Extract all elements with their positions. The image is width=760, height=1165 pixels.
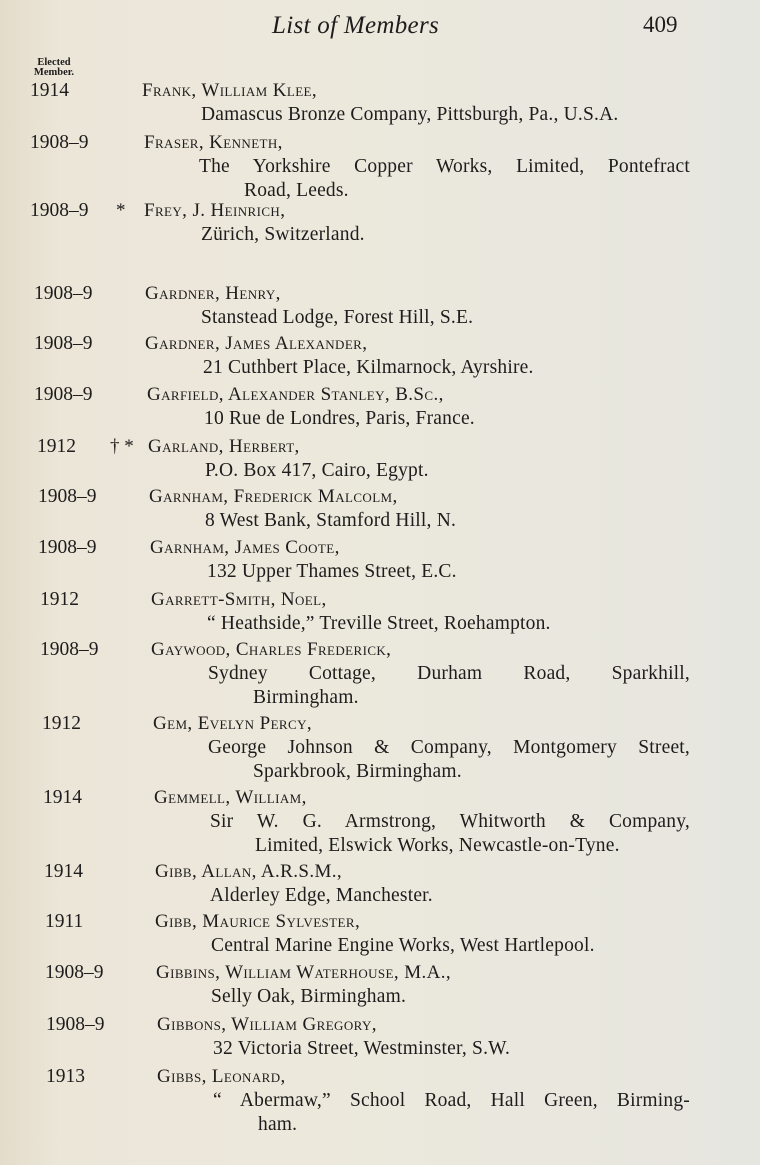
member-address-line: Damascus Bronze Company, Pittsburgh, Pa., U.S.A. — [201, 104, 619, 125]
member-address-line: Selly Oak, Birmingham. — [211, 986, 407, 1007]
member-address-line: ham. — [258, 1114, 298, 1135]
member-address-line: P.O. Box 417, Cairo, Egypt. — [205, 460, 429, 481]
member-address-line: “ Abermaw,” School Road, Hall Green, Birming- — [213, 1090, 690, 1111]
member-name: Gibbons, William Gregory, — [157, 1014, 377, 1035]
election-year: 1908–9 — [38, 486, 97, 507]
member-address-line: Sydney Cottage, Durham Road, Sparkhill, — [208, 663, 690, 684]
member-marks: † * — [110, 436, 134, 457]
member-name: Garland, Herbert, — [148, 436, 300, 457]
member-name: Garnham, James Coote, — [150, 537, 340, 558]
election-year: 1912 — [42, 713, 81, 734]
election-year: 1908–9 — [30, 200, 89, 221]
member-address-line: Zürich, Switzerland. — [201, 224, 365, 245]
page-header — [0, 8, 760, 48]
member-address-line: 8 West Bank, Stamford Hill, N. — [205, 510, 457, 531]
member-address-line: The Yorkshire Copper Works, Limited, Pontefract — [199, 156, 690, 177]
election-year: 1913 — [46, 1066, 85, 1087]
election-year: 1908–9 — [34, 283, 93, 304]
member-name: Gardner, James Alexander, — [145, 333, 368, 354]
member-name: Garrett-Smith, Noel, — [151, 589, 327, 610]
election-year: 1908–9 — [34, 384, 93, 405]
election-year: 1908–9 — [30, 132, 89, 153]
member-address-line: 10 Rue de Londres, Paris, France. — [204, 408, 475, 429]
election-year: 1908–9 — [34, 333, 93, 354]
election-year: 1911 — [45, 911, 84, 932]
member-name: Gibbins, William Waterhouse, M.A., — [156, 962, 452, 983]
member-address-line: George Johnson & Company, Montgomery Street, — [208, 737, 690, 758]
member-address-line: Stanstead Lodge, Forest Hill, S.E. — [201, 307, 474, 328]
member-name: Frank, William Klee, — [142, 80, 318, 101]
elected-member-column-label — [28, 58, 80, 78]
election-year: 1908–9 — [46, 1014, 105, 1035]
election-year: 1912 — [37, 436, 76, 457]
member-address-line: Road, Leeds. — [244, 180, 349, 201]
member-name: Frey, J. Heinrich, — [144, 200, 286, 221]
member-address-line: 21 Cuthbert Place, Kilmarnock, Ayrshire. — [203, 357, 534, 378]
column-label-line-1: Elected — [37, 57, 71, 68]
page-number: 409 — [643, 12, 678, 37]
election-year: 1914 — [44, 861, 83, 882]
member-address-line: Alderley Edge, Manchester. — [210, 885, 433, 906]
member-name: Gibb, Allan, A.R.S.M., — [155, 861, 343, 882]
member-marks: * — [116, 200, 126, 221]
member-name: Fraser, Kenneth, — [144, 132, 283, 153]
member-address-line: Sir W. G. Armstrong, Whitworth & Company, — [210, 811, 690, 832]
member-address-line: Limited, Elswick Works, Newcastle-on-Tyne. — [255, 835, 620, 856]
member-name: Gardner, Henry, — [145, 283, 281, 304]
election-year: 1908–9 — [38, 537, 97, 558]
member-address-line: Sparkbrook, Birmingham. — [253, 761, 462, 782]
election-year: 1912 — [40, 589, 79, 610]
member-address-line: Birmingham. — [253, 687, 359, 708]
member-name: Gemmell, William, — [154, 787, 307, 808]
member-name: Garnham, Frederick Malcolm, — [149, 486, 398, 507]
member-address-line: 32 Victoria Street, Westminster, S.W. — [213, 1038, 511, 1059]
member-address-line: “ Heathside,” Treville Street, Roehampton. — [207, 613, 551, 634]
election-year: 1914 — [43, 787, 82, 808]
member-name: Gem, Evelyn Percy, — [153, 713, 313, 734]
election-year: 1908–9 — [40, 639, 99, 660]
member-address-line: 132 Upper Thames Street, E.C. — [207, 561, 457, 582]
member-name: Gibbs, Leonard, — [157, 1066, 286, 1087]
page-title: List of Members — [272, 12, 439, 39]
member-name: Gibb, Maurice Sylvester, — [155, 911, 361, 932]
election-year: 1908–9 — [45, 962, 104, 983]
member-name: Gaywood, Charles Frederick, — [151, 639, 392, 660]
election-year: 1914 — [30, 80, 69, 101]
member-name: Garfield, Alexander Stanley, B.Sc., — [147, 384, 444, 405]
column-label-line-2: Member. — [33, 67, 75, 78]
member-address-line: Central Marine Engine Works, West Hartlepool. — [211, 935, 595, 956]
